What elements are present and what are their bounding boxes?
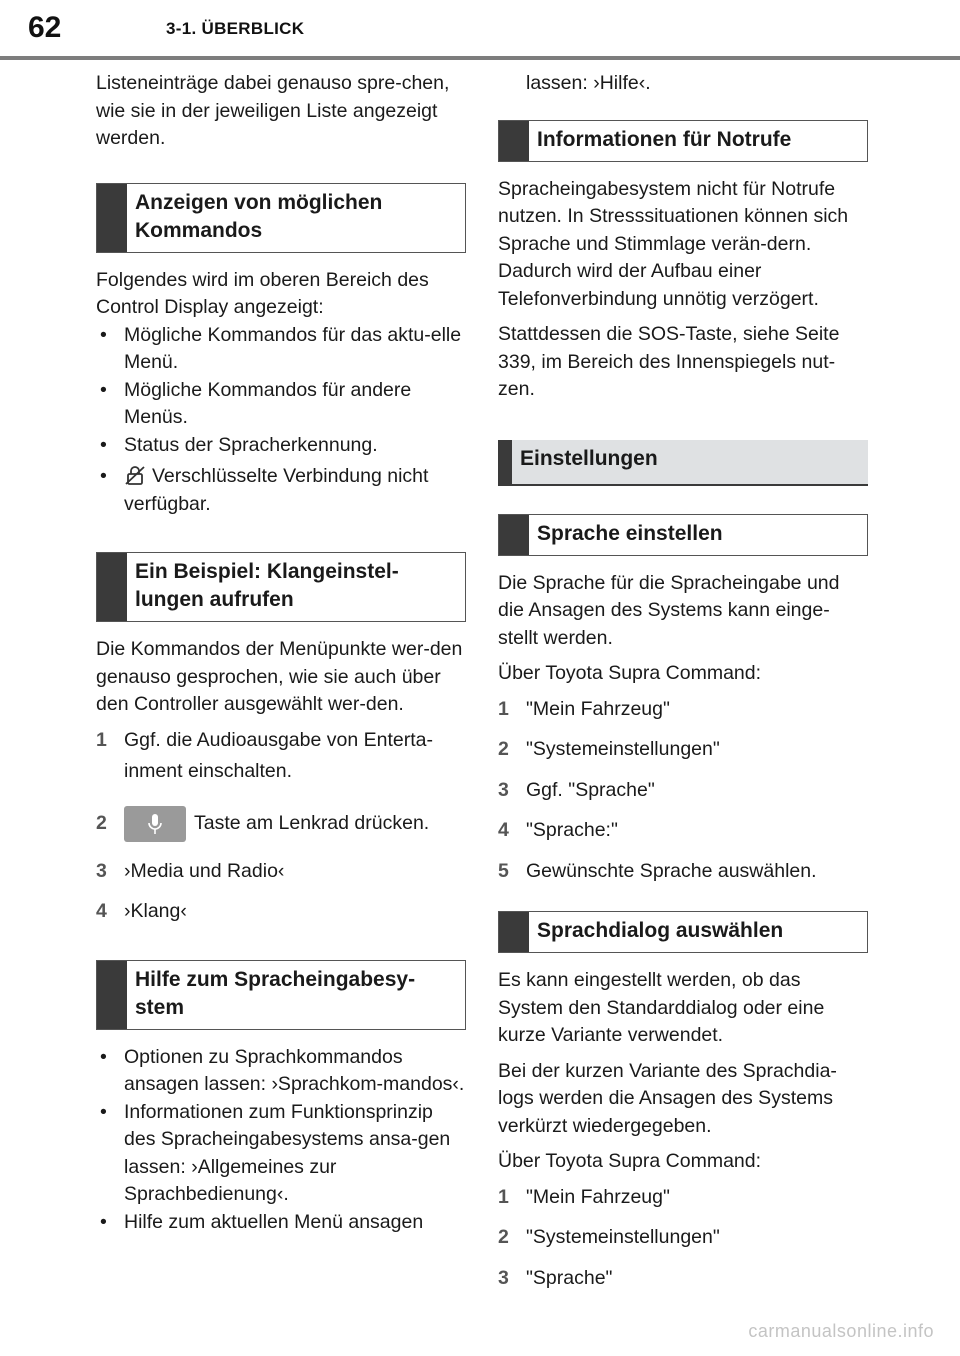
section-heading-help [96, 960, 466, 1030]
section-bar [498, 440, 512, 484]
step-item: 3 "Sprache" [498, 1266, 613, 1289]
list-item: • Verschlüsselte Verbindung nicht verfügbar. [100, 465, 429, 515]
page-header [0, 0, 960, 62]
bullet-list [96, 1044, 466, 1237]
crossed-lock-icon [124, 464, 146, 486]
right-column [498, 70, 868, 1305]
section-heading-dialog [498, 911, 868, 953]
step-continuation: inment einschalten. [124, 760, 293, 782]
bullet-list [96, 322, 466, 519]
section-heading-emergency [498, 120, 868, 162]
paragraph: Es kann eingestellt werden, ob das System den Standarddialog oder eine kurze Variante verwendet. [498, 969, 825, 1046]
intro-paragraph: Listeneinträge dabei genauso spre-chen, wie sie in der jeweiligen Liste angezeigt werden. [96, 72, 450, 149]
header-rule [0, 56, 960, 60]
paragraph: Folgendes wird im oberen Bereich des Control Display angezeigt: [96, 268, 429, 318]
section-heading-language [498, 514, 868, 556]
step-item: 2 "Systemeinstellungen" [498, 1226, 720, 1248]
section-bar [499, 912, 529, 952]
chapter-heading-settings [498, 440, 868, 486]
paragraph: Stattdessen die SOS-Taste, siehe Seite 339, im Bereich des Innenspiegels nut-zen. [498, 323, 840, 400]
section-title: Ein Beispiel: Klangeinstel-lungen aufrufen [135, 560, 399, 611]
continued-paragraph: lassen: ›Hilfe‹. [526, 72, 651, 94]
section-bar [97, 184, 127, 252]
left-column [96, 70, 466, 1244]
step-list [498, 696, 868, 886]
step-item: 1 "Mein Fahrzeug" [498, 1185, 670, 1208]
list-item: • Mögliche Kommandos für das aktu-elle Menü. [100, 323, 462, 373]
paragraph: Über Toyota Supra Command: [498, 662, 762, 684]
step-item: 1 "Mein Fahrzeug" [498, 697, 670, 720]
section-title: Einstellungen [520, 446, 658, 470]
paragraph: Die Sprache für die Spracheingabe und die Ansagen des Systems kann einge-stellt werden. [498, 571, 840, 649]
paragraph: Bei der kurzen Variante des Sprachdia-logs werden die Ansagen des Systems verkürzt wiedergegeben. [498, 1059, 837, 1137]
chapter-title: 3-1. ÜBERBLICK [166, 19, 305, 38]
section-title: Sprachdialog auswählen [537, 919, 784, 942]
list-item: • Hilfe zum aktuellen Menü ansagen [100, 1210, 424, 1233]
list-item: • Mögliche Kommandos für andere Menüs. [100, 378, 412, 428]
step-item: 2 Taste am Lenkrad drücken. [96, 806, 466, 842]
step-list [498, 1184, 868, 1293]
page-number: 62 [28, 11, 62, 44]
list-item: • Optionen zu Sprachkommandos ansagen lassen: ›Sprachkom-mandos‹. [100, 1045, 465, 1095]
list-item: • Status der Spracherkennung. [100, 433, 378, 456]
section-title: Anzeigen von möglichen Kommandos [135, 190, 383, 242]
section-title: Informationen für Notrufe [537, 127, 792, 151]
section-bar [97, 961, 127, 1029]
step-item: 4 ›Klang‹ [96, 900, 187, 922]
step-list [96, 727, 466, 926]
paragraph: Spracheingabesystem nicht für Notrufe nutzen. In Stresssituationen können sich Sprache und Stimmlage verän-dern. Dadurch wird der Aufbau einer Telefonverbindung unnötig verzögert. [498, 177, 849, 310]
step-item: 3 Ggf. "Sprache" [498, 778, 655, 801]
list-item: • Informationen zum Funktionsprinzip des Spracheingabesystems ansa-gen lassen: ›Allgemeines zur Sprachbedienung‹. [100, 1100, 451, 1205]
section-title: Sprache einstellen [537, 521, 723, 545]
step-item: 2 "Systemeinstellungen" [498, 738, 720, 760]
step-item: 3 ›Media und Radio‹ [96, 859, 285, 882]
step-item: 5 Gewünschte Sprache auswählen. [498, 859, 817, 882]
step-item: 1 Ggf. die Audioausgabe von Enterta- [96, 728, 433, 751]
watermark: carmanualsonline.info [748, 1321, 934, 1341]
section-heading-example [96, 552, 466, 622]
microphone-icon [124, 806, 186, 842]
section-bar [499, 515, 529, 555]
section-bar [97, 553, 127, 621]
step-item: 4 "Sprache:" [498, 819, 618, 841]
section-bar [499, 121, 529, 161]
paragraph: Die Kommandos der Menüpunkte wer-den genauso gesprochen, wie sie auch über den Controller ausgewählt wer-den. [96, 638, 463, 715]
section-title: Hilfe zum Spracheingabesy-stem [135, 967, 416, 1019]
section-heading-commands [96, 183, 466, 253]
paragraph: Über Toyota Supra Command: [498, 1150, 762, 1172]
